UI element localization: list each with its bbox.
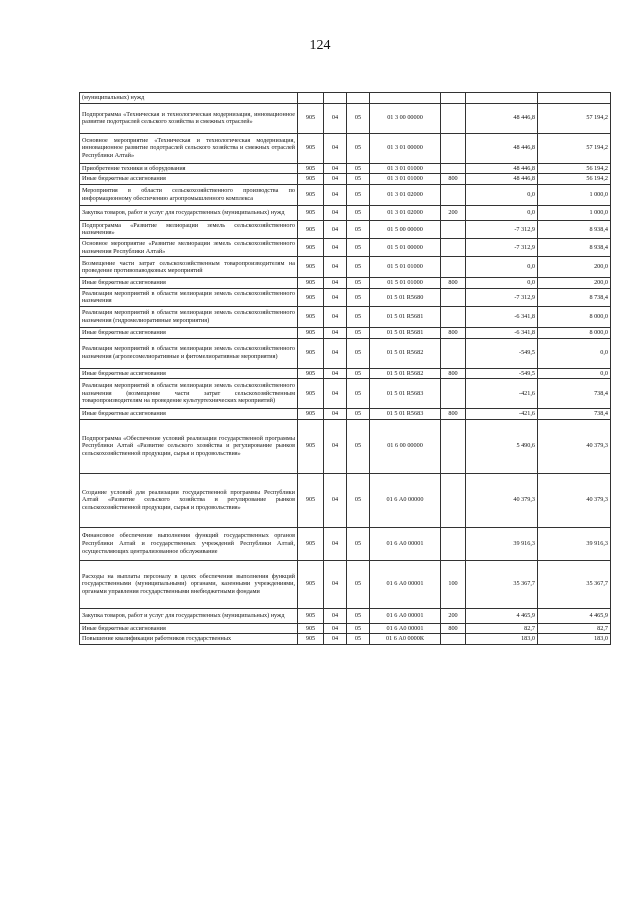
row-value-2: 8 938,4 — [538, 238, 611, 256]
row-name: Возмещение части затрат сельскохозяйственным товаропроизводителям на проведение противопаводковых мероприятий — [80, 257, 298, 278]
row-grbs: 905 — [298, 368, 324, 379]
row-grbs: 905 — [298, 560, 324, 608]
row-expense-type: 800 — [441, 623, 466, 634]
row-name: Реализация мероприятий в области мелиорации земель сельскохозяйственного назначения — [80, 288, 298, 306]
row-section: 04 — [324, 163, 347, 174]
row-grbs: 905 — [298, 623, 324, 634]
row-section: 04 — [324, 419, 347, 473]
budget-table — [79, 92, 611, 645]
row-grbs: 905 — [298, 184, 324, 205]
row-subsection: 05 — [347, 527, 370, 560]
row-value-2: 738,4 — [538, 409, 611, 420]
row-grbs: 905 — [298, 306, 324, 327]
row-expense-type: 200 — [441, 608, 466, 623]
row-expense-type — [441, 634, 466, 645]
row-name: Закупка товаров, работ и услуг для государственных (муниципальных) нужд — [80, 608, 298, 623]
row-section: 04 — [324, 257, 347, 278]
row-subsection: 05 — [347, 220, 370, 238]
row-value-1: 4 465,9 — [466, 608, 538, 623]
row-value-2: 40 379,3 — [538, 419, 611, 473]
row-value-2: 82,7 — [538, 623, 611, 634]
row-expense-type — [441, 103, 466, 133]
row-subsection: 05 — [347, 623, 370, 634]
row-value-1: 183,0 — [466, 634, 538, 645]
row-subsection: 05 — [347, 103, 370, 133]
row-section: 04 — [324, 184, 347, 205]
row-section: 04 — [324, 238, 347, 256]
row-value-2: 1 000,0 — [538, 205, 611, 220]
row-grbs: 905 — [298, 163, 324, 174]
row-section — [324, 93, 347, 104]
table-row — [80, 634, 611, 645]
row-grbs: 905 — [298, 608, 324, 623]
table-row — [80, 163, 611, 174]
row-name: Основное мероприятие «Техническая и технологическая модернизация, инновационное развитие подотраслей сельского хозяйства и смежных отраслей Республики Алтай» — [80, 133, 298, 163]
row-grbs: 905 — [298, 288, 324, 306]
row-value-1: 0,0 — [466, 278, 538, 289]
row-grbs: 905 — [298, 103, 324, 133]
row-section: 04 — [324, 623, 347, 634]
row-name: Подпрограмма «Развитие мелиорации земель сельскохозяйственного назначения» — [80, 220, 298, 238]
row-target-code: 01 5 01 R5683 — [370, 409, 441, 420]
row-value-1: 82,7 — [466, 623, 538, 634]
row-expense-type: 800 — [441, 278, 466, 289]
row-target-code: 01 5 01 00000 — [370, 238, 441, 256]
row-expense-type — [441, 184, 466, 205]
table-row — [80, 238, 611, 256]
row-target-code: 01 5 01 R5681 — [370, 306, 441, 327]
row-expense-type — [441, 419, 466, 473]
row-value-2: 4 465,9 — [538, 608, 611, 623]
row-subsection: 05 — [347, 409, 370, 420]
row-value-1: -7 312,9 — [466, 220, 538, 238]
row-grbs: 905 — [298, 409, 324, 420]
row-expense-type: 200 — [441, 205, 466, 220]
row-value-2: 183,0 — [538, 634, 611, 645]
row-value-2: 35 367,7 — [538, 560, 611, 608]
table-row — [80, 327, 611, 338]
row-subsection — [347, 93, 370, 104]
row-value-2: 57 194,2 — [538, 103, 611, 133]
row-subsection: 05 — [347, 338, 370, 368]
row-value-1: -421,6 — [466, 409, 538, 420]
budget-table-body — [80, 93, 611, 645]
table-row — [80, 560, 611, 608]
row-target-code: 01 3 01 00000 — [370, 133, 441, 163]
row-section: 04 — [324, 103, 347, 133]
row-value-1: 5 490,6 — [466, 419, 538, 473]
row-name: Подпрограмма «Техническая и технологическая модернизация, инновационное развитие подотраслей сельского хозяйства и смежных отраслей» — [80, 103, 298, 133]
table-row — [80, 608, 611, 623]
row-subsection: 05 — [347, 560, 370, 608]
row-value-2: 8 000,0 — [538, 327, 611, 338]
row-section: 04 — [324, 327, 347, 338]
row-value-2: 738,4 — [538, 379, 611, 409]
row-value-2 — [538, 93, 611, 104]
row-value-1: 48 446,8 — [466, 163, 538, 174]
row-value-2: 56 194,2 — [538, 174, 611, 185]
row-section: 04 — [324, 338, 347, 368]
row-name: Иные бюджетные ассигнования — [80, 327, 298, 338]
row-subsection: 05 — [347, 608, 370, 623]
row-name: Иные бюджетные ассигнования — [80, 409, 298, 420]
row-value-1: -7 312,9 — [466, 288, 538, 306]
row-subsection: 05 — [347, 257, 370, 278]
row-name: Расходы на выплаты персоналу в целях обеспечения выполнения функций государственными (муниципальными) органами, казенными учреждениями, органами управления государственными внебюджетными фондами — [80, 560, 298, 608]
row-value-2: 200,0 — [538, 257, 611, 278]
row-value-1 — [466, 93, 538, 104]
row-expense-type — [441, 379, 466, 409]
table-row — [80, 257, 611, 278]
row-value-2: 8 738,4 — [538, 288, 611, 306]
row-expense-type: 800 — [441, 409, 466, 420]
row-grbs — [298, 93, 324, 104]
row-subsection: 05 — [347, 174, 370, 185]
row-grbs: 905 — [298, 634, 324, 645]
row-target-code: 01 6 А0 00001 — [370, 608, 441, 623]
row-section: 04 — [324, 527, 347, 560]
row-subsection: 05 — [347, 327, 370, 338]
row-grbs: 905 — [298, 327, 324, 338]
table-row — [80, 379, 611, 409]
row-target-code: 01 5 01 01000 — [370, 257, 441, 278]
row-target-code: 01 5 01 R5682 — [370, 368, 441, 379]
table-row — [80, 103, 611, 133]
table-row — [80, 278, 611, 289]
table-row — [80, 205, 611, 220]
row-value-1: 0,0 — [466, 257, 538, 278]
row-target-code: 01 3 00 00000 — [370, 103, 441, 133]
row-section: 04 — [324, 473, 347, 527]
row-expense-type — [441, 133, 466, 163]
row-expense-type — [441, 527, 466, 560]
row-value-2: 0,0 — [538, 368, 611, 379]
row-subsection: 05 — [347, 473, 370, 527]
row-target-code: 01 3 01 02000 — [370, 205, 441, 220]
table-row — [80, 306, 611, 327]
row-value-2: 200,0 — [538, 278, 611, 289]
row-section: 04 — [324, 608, 347, 623]
table-row — [80, 184, 611, 205]
row-target-code: 01 6 А0 0000К — [370, 634, 441, 645]
row-grbs: 905 — [298, 379, 324, 409]
row-value-1: 40 379,3 — [466, 473, 538, 527]
row-target-code: 01 5 01 R5680 — [370, 288, 441, 306]
row-value-2: 0,0 — [538, 338, 611, 368]
row-expense-type — [441, 306, 466, 327]
row-target-code: 01 5 01 01000 — [370, 278, 441, 289]
table-row — [80, 623, 611, 634]
row-section: 04 — [324, 220, 347, 238]
row-expense-type — [441, 220, 466, 238]
row-section: 04 — [324, 560, 347, 608]
row-grbs: 905 — [298, 527, 324, 560]
row-value-1: -549,5 — [466, 338, 538, 368]
row-section: 04 — [324, 174, 347, 185]
row-grbs: 905 — [298, 257, 324, 278]
row-expense-type — [441, 163, 466, 174]
row-name: Подпрограмма «Обеспечение условий реализации государственной программы Республики Алтай «Развитие сельского хозяйства и регулирование рынков сельскохозяйственной продукции, сырья и продовольствия» — [80, 419, 298, 473]
row-name: Приобретение техники и оборудования — [80, 163, 298, 174]
row-section: 04 — [324, 306, 347, 327]
row-value-1: -6 341,8 — [466, 327, 538, 338]
row-name: Иные бюджетные ассигнования — [80, 174, 298, 185]
row-subsection: 05 — [347, 288, 370, 306]
row-subsection: 05 — [347, 419, 370, 473]
row-value-1: 0,0 — [466, 184, 538, 205]
row-subsection: 05 — [347, 238, 370, 256]
row-subsection: 05 — [347, 133, 370, 163]
table-row — [80, 338, 611, 368]
row-target-code: 01 6 А0 00001 — [370, 623, 441, 634]
row-name: Реализация мероприятий в области мелиорации земель сельскохозяйственного назначения (агролесомелиоративные и фитомелиоративные мероприятия) — [80, 338, 298, 368]
row-expense-type — [441, 257, 466, 278]
row-expense-type — [441, 473, 466, 527]
row-value-1: -7 312,9 — [466, 238, 538, 256]
row-value-1: -549,5 — [466, 368, 538, 379]
row-expense-type: 100 — [441, 560, 466, 608]
row-value-1: 39 916,3 — [466, 527, 538, 560]
row-grbs: 905 — [298, 174, 324, 185]
row-value-1: -6 341,8 — [466, 306, 538, 327]
row-value-2: 1 000,0 — [538, 184, 611, 205]
table-row — [80, 527, 611, 560]
table-row — [80, 288, 611, 306]
row-name: Иные бюджетные ассигнования — [80, 623, 298, 634]
row-value-2: 40 379,3 — [538, 473, 611, 527]
row-target-code: 01 6 А0 00001 — [370, 527, 441, 560]
table-row — [80, 419, 611, 473]
row-name: Иные бюджетные ассигнования — [80, 368, 298, 379]
row-expense-type: 800 — [441, 368, 466, 379]
row-section: 04 — [324, 379, 347, 409]
row-section: 04 — [324, 409, 347, 420]
table-row — [80, 93, 611, 104]
row-subsection: 05 — [347, 278, 370, 289]
row-grbs: 905 — [298, 205, 324, 220]
table-row — [80, 368, 611, 379]
row-expense-type — [441, 288, 466, 306]
row-name: Иные бюджетные ассигнования — [80, 278, 298, 289]
row-target-code — [370, 93, 441, 104]
row-value-1: 48 446,8 — [466, 174, 538, 185]
row-section: 04 — [324, 288, 347, 306]
table-row — [80, 220, 611, 238]
row-target-code: 01 6 А0 00001 — [370, 560, 441, 608]
row-grbs: 905 — [298, 220, 324, 238]
row-value-2: 39 916,3 — [538, 527, 611, 560]
table-row — [80, 174, 611, 185]
row-value-2: 8 000,0 — [538, 306, 611, 327]
row-target-code: 01 5 00 00000 — [370, 220, 441, 238]
table-row — [80, 133, 611, 163]
row-section: 04 — [324, 634, 347, 645]
row-grbs: 905 — [298, 238, 324, 256]
row-expense-type — [441, 93, 466, 104]
row-subsection: 05 — [347, 306, 370, 327]
row-value-1: 48 446,8 — [466, 103, 538, 133]
row-target-code: 01 3 01 02000 — [370, 184, 441, 205]
row-name: Мероприятия в области сельскохозяйственного производства по информационному обеспечению агропромышленного комплекса — [80, 184, 298, 205]
page-number: 124 — [309, 38, 331, 53]
row-value-1: 0,0 — [466, 205, 538, 220]
row-target-code: 01 6 00 00000 — [370, 419, 441, 473]
table-row — [80, 409, 611, 420]
row-subsection: 05 — [347, 184, 370, 205]
row-grbs: 905 — [298, 338, 324, 368]
row-section: 04 — [324, 205, 347, 220]
row-value-1: 35 367,7 — [466, 560, 538, 608]
row-target-code: 01 5 01 R5682 — [370, 338, 441, 368]
row-target-code: 01 6 А0 00000 — [370, 473, 441, 527]
row-target-code: 01 3 01 01000 — [370, 174, 441, 185]
row-section: 04 — [324, 278, 347, 289]
row-name: Реализация мероприятий в области мелиорации земель сельскохозяйственного назначения (возмещение части затрат сельскохозяйственным товаропроизводителям на проведение культуртехнических мероприятий) — [80, 379, 298, 409]
row-value-1: 48 446,8 — [466, 133, 538, 163]
row-target-code: 01 3 01 01000 — [370, 163, 441, 174]
row-target-code: 01 5 01 R5683 — [370, 379, 441, 409]
row-value-2: 57 194,2 — [538, 133, 611, 163]
row-expense-type: 800 — [441, 174, 466, 185]
row-section: 04 — [324, 133, 347, 163]
row-grbs: 905 — [298, 419, 324, 473]
row-expense-type — [441, 238, 466, 256]
row-value-2: 8 938,4 — [538, 220, 611, 238]
row-name: Реализация мероприятий в области мелиорации земель сельскохозяйственного назначения (гидромелиоративные мероприятия) — [80, 306, 298, 327]
row-section: 04 — [324, 368, 347, 379]
table-row — [80, 473, 611, 527]
row-value-1: -421,6 — [466, 379, 538, 409]
row-name: Создание условий для реализации государственной программы Республики Алтай «Развитие сельского хозяйства и регулирование рынков сельскохозяйственной продукции, сырья и продовольствия» — [80, 473, 298, 527]
row-subsection: 05 — [347, 205, 370, 220]
row-name: (муниципальных) нужд — [80, 93, 298, 104]
row-grbs: 905 — [298, 133, 324, 163]
row-subsection: 05 — [347, 368, 370, 379]
row-value-2: 56 194,2 — [538, 163, 611, 174]
row-subsection: 05 — [347, 379, 370, 409]
row-target-code: 01 5 01 R5681 — [370, 327, 441, 338]
row-name: Повышение квалификации работников государственных — [80, 634, 298, 645]
row-expense-type — [441, 338, 466, 368]
row-name: Закупка товаров, работ и услуг для государственных (муниципальных) нужд — [80, 205, 298, 220]
row-grbs: 905 — [298, 278, 324, 289]
row-name: Основное мероприятие «Развитие мелиорации земель сельскохозяйственного назначения Республики Алтай» — [80, 238, 298, 256]
row-expense-type: 800 — [441, 327, 466, 338]
row-grbs: 905 — [298, 473, 324, 527]
row-name: Финансовое обеспечение выполнения функций государственных органов Республики Алтай и государственных учреждений Республики Алтай, осуществляющих централизованное обслуживание — [80, 527, 298, 560]
row-subsection: 05 — [347, 634, 370, 645]
row-subsection: 05 — [347, 163, 370, 174]
